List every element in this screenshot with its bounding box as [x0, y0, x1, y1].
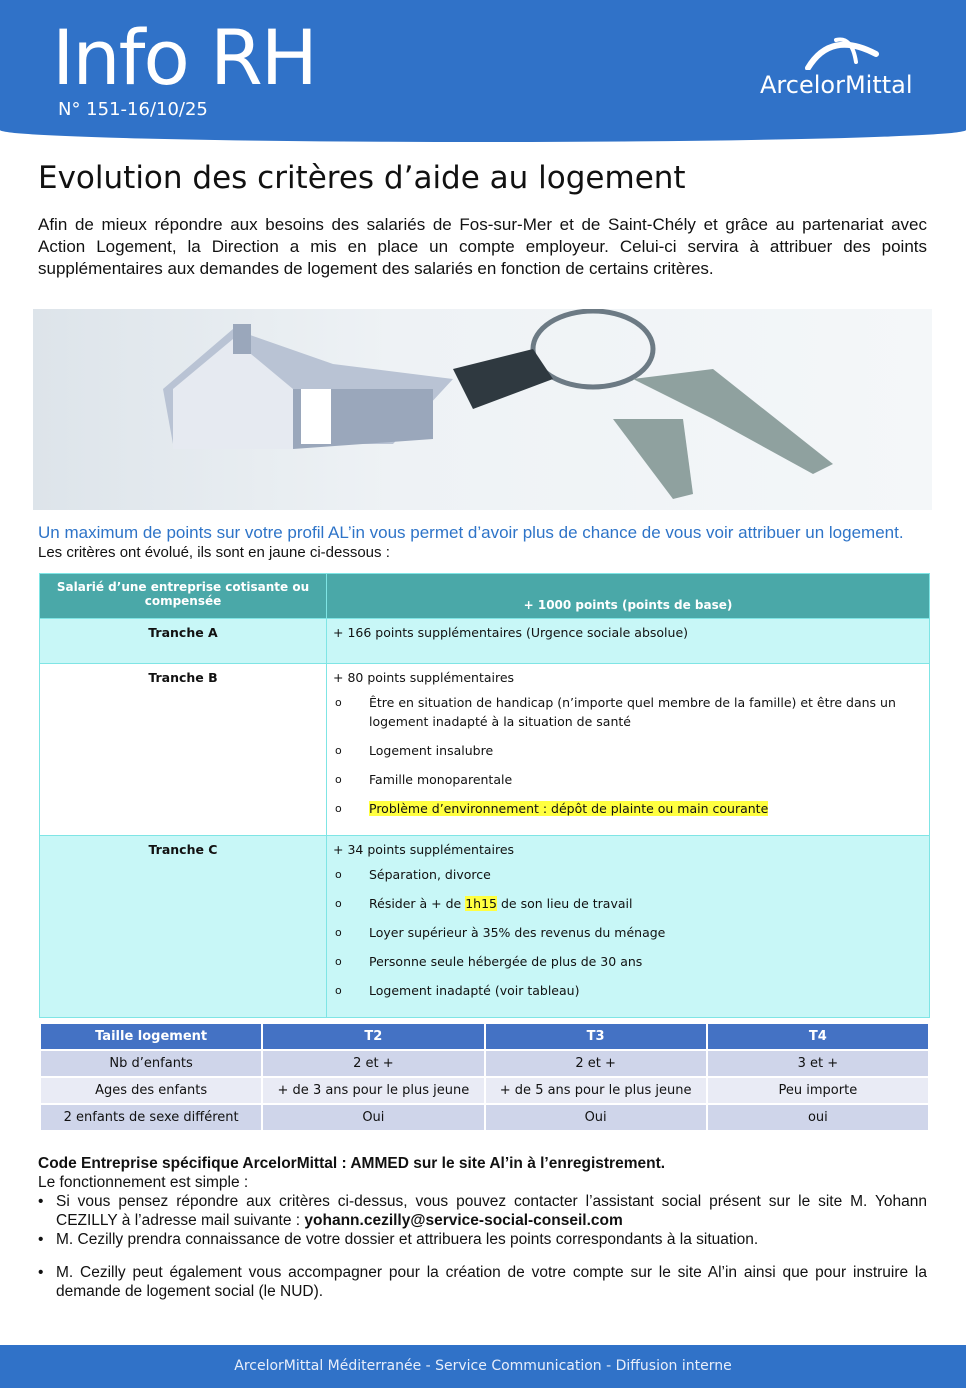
cell: Ages des enfants: [40, 1077, 262, 1104]
arcelormittal-logo: [760, 28, 913, 99]
highlighted-criterion: Problème d’environnement : dépôt de plainte ou main courante: [369, 801, 769, 816]
cell: Peu importe: [707, 1077, 929, 1104]
table-header-row: [40, 1023, 929, 1050]
list-item: [38, 1192, 927, 1230]
tranche-points: + 34 points supplémentaires: [333, 842, 515, 857]
list-item: o Être en situation de handicap (n’importe quel membre de la famille) et être dans un logement inadapté à la situation de santé: [333, 693, 923, 731]
table-row: [40, 1050, 929, 1077]
intro-paragraph: Afin de mieux répondre aux besoins des salariés de Fos-sur-Mer et de Saint-Chély et grâce au partenariat avec Action Logement, la Direction a mis en place un compte employeur. Celui-ci servira à attribuer des points supplémentaires aux demandes de logement des salariés en fonction de certains critères.: [38, 215, 927, 278]
lead-text: Un maximum de points sur votre profil AL’in vous permet d’avoir plus de chance de vous voir attribuer un logement.: [38, 523, 904, 542]
cell: 2 et +: [262, 1050, 484, 1077]
tranche-points: + 166 points supplémentaires (Urgence sociale absolue): [327, 619, 930, 664]
cell: Oui: [485, 1104, 707, 1131]
tranche-label: Tranche A: [40, 619, 327, 664]
list-item: o Loyer supérieur à 35% des revenus du ménage: [333, 923, 923, 942]
tranche-cell: [327, 664, 930, 836]
header-left: Salarié d’une entreprise cotisante ou compensée: [40, 574, 327, 619]
points-table: [39, 573, 930, 1018]
footer: ArcelorMittal Méditerranée - Service Communication - Diffusion interne: [0, 1345, 966, 1388]
house-keys-photo: [33, 309, 932, 510]
list-item: [333, 799, 923, 818]
list-item: • M. Cezilly peut également vous accompagner pour la création de votre compte sur le site Al’in ainsi que pour instruire la demande de logement social (le NUD).: [38, 1263, 927, 1301]
list-item: [333, 894, 923, 913]
header-banner: [0, 0, 966, 142]
header-right: + 1000 points (points de base): [327, 574, 930, 619]
highlighted-criterion: 1h15: [465, 896, 497, 911]
cell: 2 enfants de sexe différent: [40, 1104, 262, 1131]
table-row: [40, 836, 930, 1018]
logo-text: ArcelorMittal: [760, 71, 913, 99]
list-item: o Logement insalubre: [333, 741, 923, 760]
cell: Nb d’enfants: [40, 1050, 262, 1077]
text: Résider à + de: [369, 896, 466, 911]
content-flow: [38, 522, 931, 1301]
list-item: o Famille monoparentale: [333, 770, 923, 789]
list-item: • M. Cezilly prendra connaissance de votre dossier et attribuera les points correspondants à la situation.: [38, 1230, 927, 1249]
contact-section: [38, 1154, 927, 1301]
column-header: T4: [707, 1023, 929, 1050]
cell: 3 et +: [707, 1050, 929, 1077]
tranche-label: Tranche B: [40, 664, 327, 836]
tranche-cell: [327, 836, 930, 1018]
column-header: Taille logement: [40, 1023, 262, 1050]
text: de son lieu de travail: [497, 896, 633, 911]
article-title: Evolution des critères d’aide au logement: [38, 160, 686, 196]
list-item: o Séparation, divorce: [333, 865, 923, 884]
table-row: [40, 1104, 929, 1131]
housing-size-table: [39, 1022, 930, 1132]
table-row: [40, 619, 930, 664]
tranche-points: + 80 points supplémentaires: [333, 670, 515, 685]
cell: 2 et +: [485, 1050, 707, 1077]
column-header: T3: [485, 1023, 707, 1050]
criteria-note: Les critères ont évolué, ils sont en jaune ci-dessous :: [38, 544, 390, 561]
cell: + de 5 ans pour le plus jeune: [485, 1077, 707, 1104]
company-code: Code Entreprise spécifique ArcelorMittal : AMMED sur le site Al’in à l’enregistrement.: [38, 1155, 666, 1172]
table-row: [40, 664, 930, 836]
logo-swoosh-icon: [786, 28, 886, 70]
table-header-row: [40, 574, 930, 619]
issue-number: N° 151-16/10/25: [58, 99, 208, 120]
column-header: T2: [262, 1023, 484, 1050]
table-row: [40, 1077, 929, 1104]
newsletter-title: Info RH: [52, 13, 316, 102]
tranche-label: Tranche C: [40, 836, 327, 1018]
text: Si vous pensez répondre aux critères ci-dessus, vous pouvez contacter l’assistant social présent sur le site M. Yohann CEZILLY à l’adresse mail suivante :: [56, 1193, 927, 1229]
list-item: o Logement inadapté (voir tableau): [333, 981, 923, 1000]
cell: Oui: [262, 1104, 484, 1131]
simple-note: Le fonctionnement est simple :: [38, 1174, 249, 1191]
cell: + de 3 ans pour le plus jeune: [262, 1077, 484, 1104]
cell: oui: [707, 1104, 929, 1131]
email-link[interactable]: yohann.cezilly@service-social-conseil.com: [304, 1212, 623, 1229]
list-item: o Personne seule hébergée de plus de 30 ans: [333, 952, 923, 971]
